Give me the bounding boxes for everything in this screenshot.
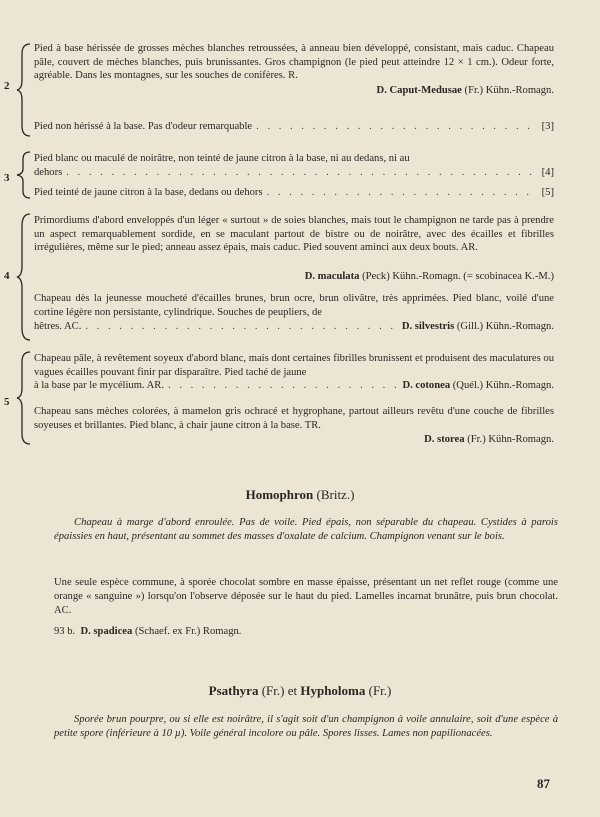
section-title-psathyra (0, 683, 600, 699)
taxon-name: D. spadicea (80, 626, 133, 637)
key-lead-3a (34, 152, 554, 179)
key-lead-5b (34, 405, 554, 432)
taxon-author: (Peck) Kühn.-Romagn. (= scobinacea K.-M.) (362, 271, 554, 282)
lead-result-2a (34, 84, 554, 98)
key-lead-2a (34, 42, 554, 82)
lead-result-5b (34, 433, 554, 447)
couplet-number: 2 (4, 80, 10, 92)
lead-description: Pied blanc ou maculé de noirâtre, non teinté de jaune citron à la base, ni au dedans, ni au (34, 153, 410, 164)
lead-description-cont: dehors (34, 166, 63, 178)
brace-icon (16, 350, 32, 446)
key-lead-3b (34, 186, 554, 200)
lead-reference: [3] (541, 121, 554, 132)
taxon-name: D. maculata (304, 271, 360, 282)
genus-name: Homophron (245, 487, 314, 502)
genus-name: Psathyra (208, 683, 259, 698)
taxon-author: (Fr.) Kühn-Romagn. (467, 434, 554, 445)
lead-reference: [5] (541, 187, 554, 198)
key-lead-2b (34, 120, 554, 134)
leader-dots (168, 379, 398, 393)
lead-description: Pied teinté de jaune citron à la base, dedans ou dehors (34, 187, 263, 198)
taxon-name: D. silvestris (401, 321, 455, 332)
psathyra-diagnosis: Sporée brun pourpre, ou si elle est noirâtre, il s'agit soit d'un champignon à voile annulaire, soit d'une espèce à petite spore (inférieure à 10 µ). Voile général incolore ou pâle. Spores lisses. Lames non papilionacées. (54, 714, 558, 739)
homophron-species (54, 625, 558, 639)
lead-result-5a (34, 379, 554, 393)
taxon-author: (Quél.) Kühn.-Romagn. (452, 380, 554, 391)
brace-icon (16, 42, 32, 138)
taxon-name: D. cotonea (402, 380, 451, 391)
page-number: 87 (537, 776, 550, 791)
genus-author: (Britz.) (316, 487, 355, 502)
lead-description: Primordiums d'abord enveloppés d'un léger « surtout » de soies blanches, mais tout le champignon ne tarde pas à prendre un aspect remarquablement sordide, en se maculant partout de bistre ou de noirâtre, avec des écailles et fibrilles irrégulières, même sur le pied; anneau assez épais, mais caduc. Pied souvent aminci aux deux bouts. AR. (34, 215, 554, 254)
brace-icon (16, 150, 32, 200)
homophron-diagnosis: Chapeau à marge d'abord enroulée. Pas de voile. Pied épais, non séparable du chapeau. Cystides à parois épaissies en haut, présentant au sommet des masses d'oxalate de calcium. Champignon venant sur le bois. (54, 517, 558, 542)
lead-result-4a (34, 270, 554, 284)
lead-result-4b (34, 320, 554, 334)
couplet-number: 4 (4, 270, 10, 282)
leader-dots (256, 120, 538, 134)
couplet-number: 3 (4, 172, 10, 184)
lead-description: Pied à base hérissée de grosses mèches blanches retroussées, à anneau bien développé, consistant, mais caduc. Chapeau pâle, couvert de mèches blanches, puis brunissantes. Gros champignon (le pied peut atteindre 12 × 1 cm.). Odeur forte, agréable. Dans les montagnes, sur les souches de conifères. R. (34, 43, 554, 82)
genus-author: (Fr.) (261, 683, 285, 698)
key-lead-5a (34, 352, 554, 379)
lead-description: Pied non hérissé à la base. Pas d'odeur remarquable (34, 121, 253, 132)
couplet-number: 5 (4, 396, 10, 408)
lead-description: Chapeau sans mèches colorées, à mamelon gris ochracé et hygrophane, partout ailleurs revêtu d'une couche de fibrilles soyeuses et brillantes. Pied blanc, à chair jaune citron à la base. TR. (34, 406, 554, 431)
genus-name: Hypholoma (300, 683, 366, 698)
leader-dots (85, 320, 397, 334)
taxon-author: (Fr.) Kühn.-Romagn. (464, 85, 554, 96)
lead-reference: [4] (541, 166, 554, 178)
homophron-description: Une seule espèce commune, à sporée chocolat sombre en masse épaisse, présentant un net reflet rouge (comme une orange « sanguine ») lorsqu'on l'observe déposée sur le haut du pied. Lamelles incarnat brunâtre, puis brun chocolat. AC. (54, 577, 558, 616)
taxon-author: (Schaef. ex Fr.) Romagn. (134, 626, 242, 637)
lead-description: Chapeau dès la jeunesse moucheté d'écailles brunes, brun ocre, brun olivâtre, très apprimées. Pied blanc, voilé d'une cortine légère non persistante, cylindrique. Souches de peupliers, de (34, 293, 554, 318)
taxon-name: D. storea (424, 434, 465, 445)
leader-dots (66, 166, 537, 180)
taxon-name: D. Caput-Medusae (376, 85, 462, 96)
species-number: 93 b. (54, 626, 76, 637)
lead-description: Chapeau pâle, à revêtement soyeux d'abord blanc, mais dont certaines fibrilles brunissent et produisent des maculatures ou vagues écailles pouvant finir par disparaître. Pied taché de jaune (34, 353, 554, 378)
lead-description-cont: hêtres. AC. (34, 321, 82, 332)
key-lead-4b (34, 292, 554, 319)
taxon-author: (Gill.) Kühn.-Romagn. (456, 321, 554, 332)
leader-dots (267, 186, 538, 200)
brace-icon (16, 212, 32, 342)
conjunction: et (287, 683, 298, 698)
lead-description-cont: à la base par le mycélium. AR. (34, 380, 165, 391)
section-title-homophron (0, 487, 600, 503)
genus-author: (Fr.) (368, 683, 392, 698)
key-lead-4a (34, 214, 554, 255)
